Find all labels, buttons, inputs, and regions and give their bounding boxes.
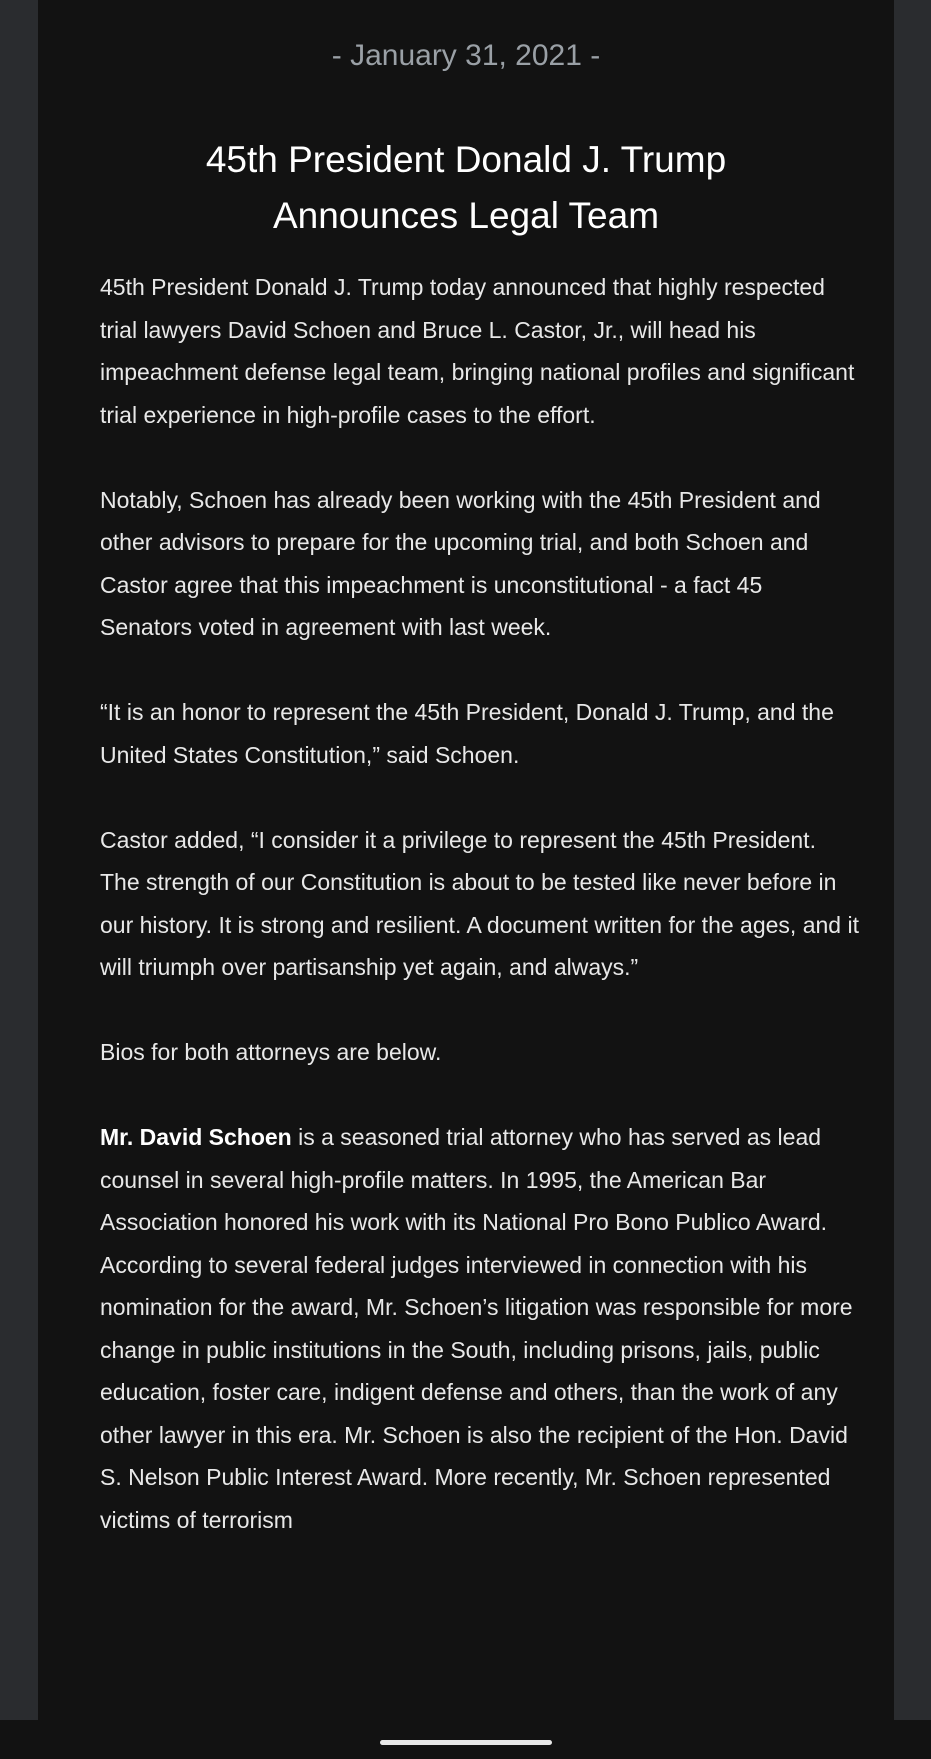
article-date: - January 31, 2021 - — [331, 39, 601, 72]
paragraph-bios-intro: Bios for both attorneys are below. — [100, 1039, 442, 1065]
paragraph-schoen-bio — [100, 1116, 860, 1541]
article-body — [100, 266, 860, 1584]
paragraph-schoen-quote: “It is an honor to represent the 45th President, Donald J. Trump, and the United States Constitution,” said Schoen. — [100, 699, 834, 768]
bio-text: is a seasoned trial attorney who has served as lead counsel in several high-profile matters. In 1995, the American Bar Association honored his work with its National Pro Bono Publico Award. According to several federal judges interviewed in connection with his nomination for the award, Mr. Schoen’s litigation was responsible for more change in public institutions in the South, including prisons, jails, public education, foster care, indigent defense and others, than the work of any other lawyer in this era. Mr. Schoen is also the recipient of the Hon. David S. Nelson Public Interest Award. More recently, Mr. Schoen represented victims of terrorism — [100, 1124, 853, 1533]
home-indicator[interactable] — [380, 1740, 552, 1745]
paragraph-schoen-working: Notably, Schoen has already been working with the 45th President and other advisors to prepare for the upcoming trial, and both Schoen and Castor agree that this impeachment is unconstitutional - a fact 45 Senators voted in agreement with last week. — [100, 486, 821, 640]
paragraph-intro: 45th President Donald J. Trump today announced that highly respected trial lawyers David Schoen and Bruce L. Castor, Jr., will head his impeachment defense legal team, bringing national profiles and significant trial experience in high-profile cases to the effort. — [100, 274, 855, 428]
article-headline — [98, 132, 834, 244]
headline-line-2: Announces Legal Team — [272, 195, 660, 236]
bio-name: Mr. David Schoen — [100, 1124, 292, 1150]
paragraph-castor-quote: Castor added, “I consider it a privilege to represent the 45th President. The strength of our Constitution is about to be tested like never before in our history. It is strong and resilient. A document written for the ages, and it will triumph over partisanship yet again, and always.” — [100, 826, 859, 980]
article-container[interactable] — [38, 0, 894, 1720]
headline-line-1: 45th President Donald J. Trump — [205, 139, 727, 180]
